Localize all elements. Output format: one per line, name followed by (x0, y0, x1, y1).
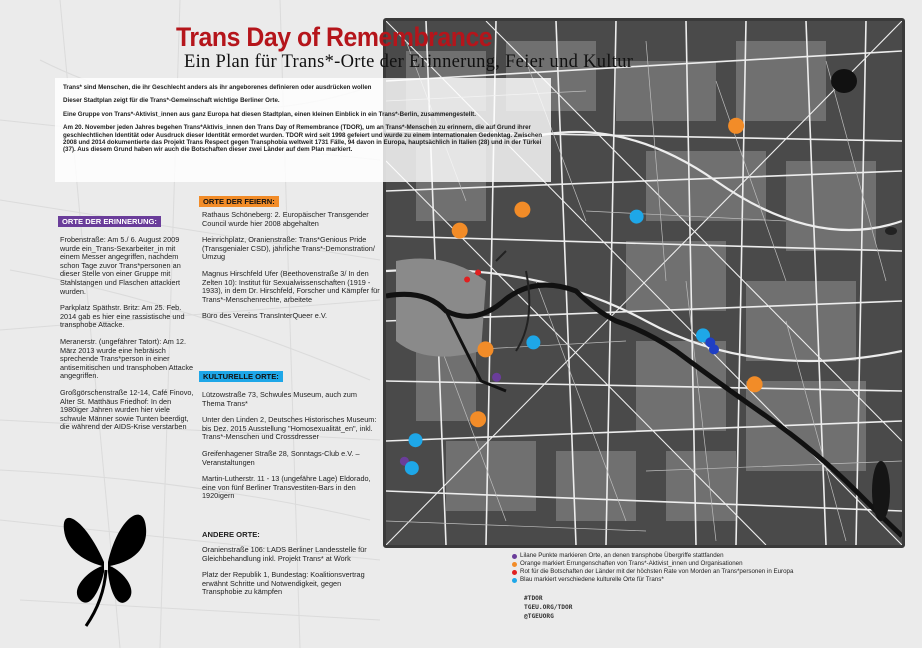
embassy-marker[interactable] (475, 270, 481, 276)
list-item: Großgörschenstraße 12-14, Café Finovo, Alter St. Matthäus Friedhof: In den 1980iger Jahren wurden hier viele schwule Männer sowie Tunten beerdigt, die während der AIDS-Krise verstarben (60, 387, 194, 432)
celebration-heading-label: ORTE DER FEIERN: (199, 196, 279, 207)
legend-item-red (512, 568, 793, 576)
celebration-list (202, 211, 380, 329)
embassy-marker[interactable] (464, 277, 470, 283)
celebration-marker[interactable] (452, 223, 468, 239)
celebration-marker[interactable] (728, 118, 744, 134)
list-item: Heinrichplatz, Oranienstraße: Trans*Genious Pride (Transgenialer CSD), jährliche Trans*-Demonstration/ Umzug (202, 235, 375, 262)
list-item: Greifenhagener Straße 28, Sonntags-Club e.V. – Veranstaltungen (202, 448, 360, 467)
culture-list (202, 391, 380, 509)
list-item: Rathaus Schöneberg: 2. Europäischer Transgender Council wurde hier 2008 abgehalten (202, 210, 369, 228)
hashtag: #TDOR (524, 595, 543, 602)
culture-heading (199, 371, 283, 382)
list-item: Parkplatz Späthstr. Britz: Am 25. Feb. 2014 gab es hier eine rassistische und transphobe Attacke. (60, 303, 185, 330)
social-links (524, 594, 572, 621)
list-item: Unter den Linden 2, Deutsches Historisches Museum: bis Dez. 2015 Ausstellung "Homosexualität_en", inkl. Trans*-Menschen und Crossdresser (202, 415, 377, 442)
orange-dot-icon (512, 562, 517, 567)
remembrance-marker[interactable] (492, 373, 501, 382)
culture-marker[interactable] (405, 461, 419, 475)
celebration-marker[interactable] (747, 376, 763, 392)
intro-paragraph: Am 20. November jeden Jahres begehen Trans*Aktivis_innen den Trans Day of Remembrance (TDOR), um an Trans*-Menschen zu erinnern, die auf Grund ihrer geschlechtlichen Identität oder Ausdruck dieser Identität ermordet wurden. TDOR wird seit 1998 gefeiert und wurde zu einem internationalen Gedenktag. Zwischen 2008 und 2014 dokumentierte das Projekt Trans Respect gegen Transphobia weltweit 1731 Fälle, 94 davon in Europa, hauptsächlich in Italien (28) und in der Türkei (37). Aus diesem Grund haben wir auch die Botschaften dieser zwei Länder auf dem Plan markiert. (63, 124, 543, 154)
intro-paragraph: Trans* sind Menschen, die ihr Geschlecht anders als ihr angeborenes definieren oder ausdrücken wollen (63, 84, 372, 91)
red-dot-icon (512, 570, 517, 575)
legend-label: Lilane Punkte markieren Orte, an denen transphobe Übergriffe stattfanden (520, 552, 724, 559)
list-item: Martin-Lutherstr. 11 - 13 (ungefähre Lage) Eldorado, eine von fünf Berliner Transvestiten-Bars in den 1920igern (202, 474, 371, 501)
butterfly-logo (56, 500, 156, 630)
lake-east (872, 461, 890, 521)
list-item: Lützowstraße 73, Schwules Museum, auch zum Thema Trans* (202, 390, 357, 408)
intro-box (55, 78, 551, 182)
remembrance-list (60, 236, 197, 440)
remembrance-heading (58, 216, 161, 227)
culture-marker[interactable] (409, 433, 423, 447)
intro-paragraph: Dieser Stadtplan zeigt für die Trans*-Gemeinschaft wichtige Berliner Orte. (63, 97, 280, 105)
page-title: Trans Day of Remembrance (176, 22, 493, 52)
other-heading: ANDERE ORTE: (202, 530, 260, 539)
blue-dot-icon (512, 578, 517, 583)
legend-label: Orange markiert Errungenschaften von Trans*-Aktivist_innen und Organisationen (520, 560, 743, 568)
legend-item-purple (512, 552, 793, 560)
website-link[interactable]: TGEU.ORG/TDOR (524, 604, 573, 611)
list-item: Büro des Vereins TransInterQueer e.V. (202, 311, 328, 321)
legend-item-orange (512, 560, 793, 568)
list-item: Magnus Hirschfeld Ufer (Beethovenstraße 3/ In den Zelten 10): Institut für Sexualwissenschaften (1919 - 1933), in dem Dr. Hirschfeld, Forscher und Kämpfer für Trans*-Menschenrechte, arbeitete (202, 268, 380, 304)
list-item: Frobenstraße: Am 5./ 6. August 2009 wurde ein_Trans-Sexarbeiter_in mit einem Messer angegriffen, nachdem schon Tage zuvor Trans*personen an dieser Stelle von einer Gruppe mit Stahlstangen und Flaschen attackiert wurden. (60, 235, 181, 296)
remembrance-heading-label: ORTE DER ERINNERUNG: (58, 216, 161, 227)
list-item: Platz der Republik 1, Bundestag: Koalitionsvertrag erwähnt Schritte und Notwendigkeit, gegen Transphobie zu kämpfen (202, 570, 365, 597)
culture-marker[interactable] (630, 210, 644, 224)
other-list (202, 546, 372, 605)
culture_dark-marker[interactable] (709, 344, 719, 354)
lake-north (831, 69, 857, 93)
culture-marker[interactable] (526, 335, 540, 349)
celebration-marker[interactable] (514, 202, 530, 218)
culture-heading-label: KULTURELLE ORTE: (199, 371, 283, 382)
legend-item-blue (512, 576, 793, 584)
intro-paragraph: Eine Gruppe von Trans*-Aktivist_innen aus ganz Europa hat diesen Stadtplan, einen kleinen Einblick in ein Trans*-Berlin, zusammengestellt. (63, 110, 476, 118)
twitter-handle[interactable]: @TGEUORG (524, 613, 554, 620)
celebration-marker[interactable] (478, 341, 494, 357)
legend-label: Rot für die Botschaften der Länder mit der höchsten Rate von Morden an Trans*personen in Europa (520, 568, 794, 576)
legend-label: Blau markiert verschiedene kulturelle Orte für Trans* (520, 576, 664, 584)
celebration-heading (199, 196, 279, 207)
celebration-marker[interactable] (470, 411, 486, 427)
purple-dot-icon (512, 554, 517, 559)
map-legend (512, 552, 793, 584)
list-item: Meranerstr. (ungefährer Tatort): Am 12. März 2013 wurde eine hebräisch sprechende Trans*person in einer antisemitischen und transphoben Attacke angegriffen. (60, 336, 194, 381)
list-item: Oranienstraße 106: LADS Berliner Landesstelle für Gleichbehandlung inkl. Projekt Trans* at Work (202, 545, 367, 563)
page-subtitle: Ein Plan für Trans*-Orte der Erinnerung, Feier und Kultur (184, 52, 634, 72)
